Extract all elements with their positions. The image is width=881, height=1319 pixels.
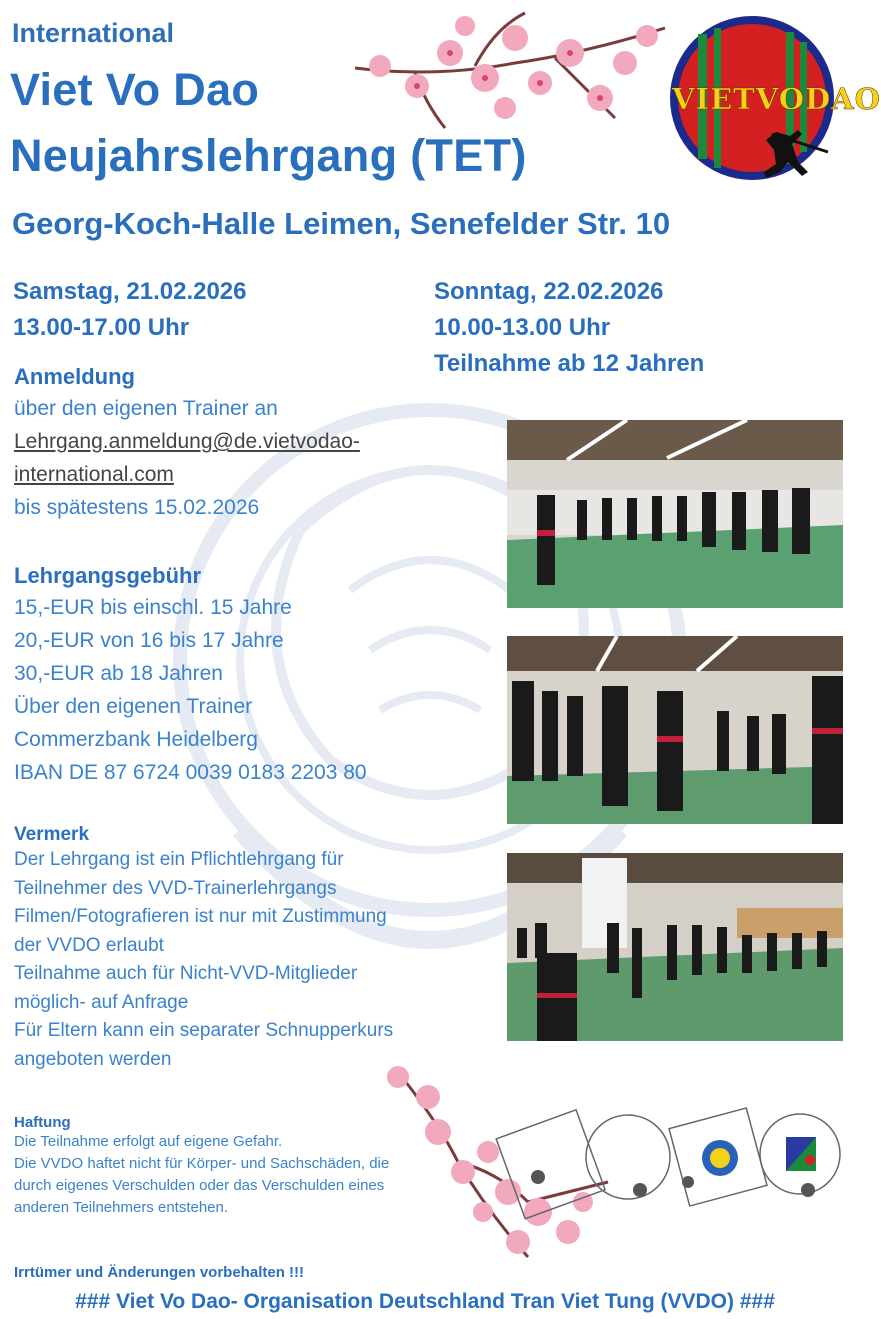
notes-line: Der Lehrgang ist ein Pflichtlehrgang für [14, 849, 344, 870]
training-photo-3 [507, 853, 843, 1041]
training-photo-1 [507, 420, 843, 608]
liability-heading: Haftung [14, 1114, 71, 1131]
notes-section [14, 824, 393, 1074]
fee-line: 15,-EUR bis einschl. 15 Jahre [14, 596, 292, 619]
cherry-blossom-top [355, 8, 675, 148]
header-title: Viet Vo Dao [10, 64, 260, 115]
notes-line: Teilnahme auch für Nicht-VVD-Mitglieder [14, 963, 358, 984]
fee-line: Commerzbank Heidelberg [14, 728, 258, 751]
notes-line: angeboten werden [14, 1048, 172, 1070]
fee-line: Über den eigenen Trainer [14, 695, 253, 718]
footer: ### Viet Vo Dao- Organisation Deutschland Tran Viet Tung (VVDO) ### [75, 1290, 775, 1313]
saturday-block [13, 274, 247, 346]
header-international: International [12, 18, 175, 48]
saturday-date: Samstag, 21.02.2026 [13, 278, 247, 305]
vietvodao-logo [668, 14, 881, 210]
notes-line: der VVDO erlaubt [14, 934, 164, 956]
liability-line: durch eigenes Verschulden oder das Verschulden eines [14, 1177, 385, 1194]
liability-line: anderen Teilnehmers entstehen. [14, 1199, 229, 1216]
notes-line: möglich- auf Anfrage [14, 991, 189, 1013]
fee-line: 20,-EUR von 16 bis 17 Jahre [14, 629, 284, 652]
fee-heading: Lehrgangsgebühr [14, 563, 202, 588]
sunday-date: Sonntag, 22.02.2026 [434, 278, 664, 305]
liability-line: Die VVDO haftet nicht für Körper- und Sachschäden, die [14, 1155, 390, 1172]
registration-deadline: bis spätestens 15.02.2026 [14, 496, 260, 519]
sunday-age: Teilnahme ab 12 Jahren [434, 350, 705, 377]
logo-text: VIETVODAO [672, 82, 881, 116]
training-photo-2 [507, 636, 843, 824]
registration-line: über den eigenen Trainer an [14, 397, 278, 420]
sunday-time: 10.00-13.00 Uhr [434, 314, 611, 341]
fee-iban: IBAN DE 87 6724 0039 0183 2203 80 [14, 761, 367, 784]
bottom-blossom-and-badges [378, 1062, 848, 1262]
notes-line: Für Eltern kann ein separater Schnupperkurs [14, 1020, 394, 1041]
disclaimer: Irrtümer und Änderungen vorbehalten !!! [14, 1264, 305, 1281]
registration-section [14, 364, 360, 524]
registration-heading: Anmeldung [14, 364, 135, 389]
saturday-time: 13.00-17.00 Uhr [13, 314, 190, 341]
registration-email-link[interactable]: Lehrgang.anmeldung@de.vietvodao- [14, 430, 360, 453]
venue: Georg-Koch-Halle Leimen, Senefelder Str. 10 [12, 206, 671, 241]
registration-email-link-cont[interactable]: international.com [14, 463, 174, 486]
sunday-block [434, 274, 704, 382]
liability-line: Die Teilnahme erfolgt auf eigene Gefahr. [14, 1133, 283, 1150]
liability-section [14, 1114, 389, 1219]
header-subtitle: Neujahrslehrgang (TET) [10, 130, 527, 181]
notes-line: Teilnehmer des VVD-Trainerlehrgangs [14, 877, 337, 899]
notes-line: Filmen/Fotografieren ist nur mit Zustimmung [14, 906, 387, 927]
fee-section [14, 563, 367, 789]
notes-heading: Vermerk [14, 824, 90, 845]
fee-line: 30,-EUR ab 18 Jahren [14, 662, 223, 685]
